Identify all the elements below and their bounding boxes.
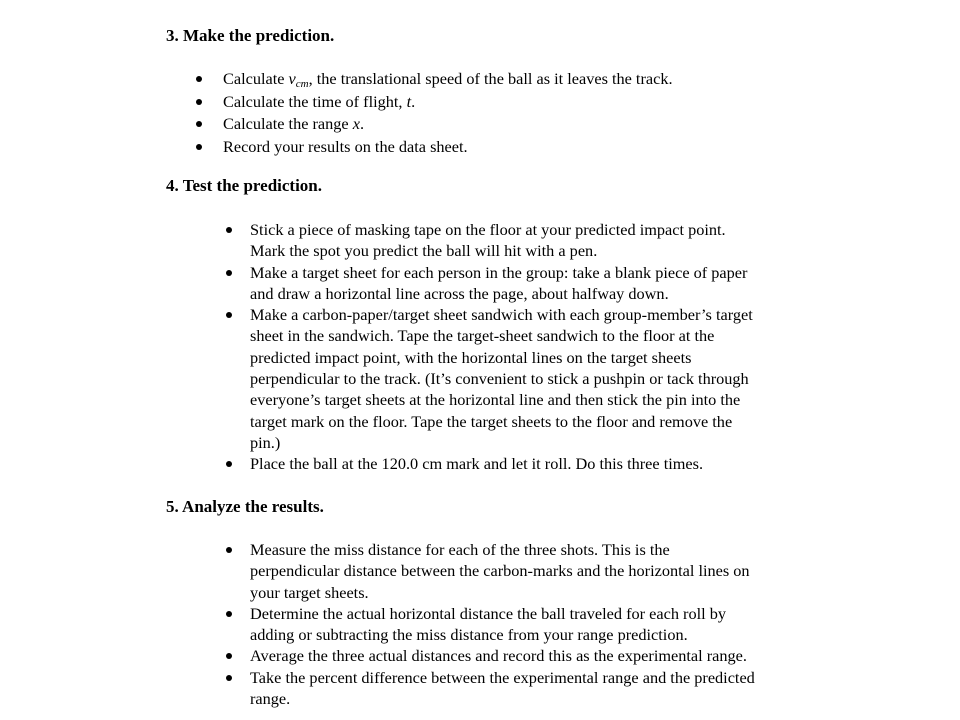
list-item: Make a target sheet for each person in the group: take a blank piece of paper and draw a horizontal line across the page, about halfway down.	[250, 262, 753, 305]
section-4-heading: 4. Test the prediction.	[166, 176, 323, 195]
bullet-icon	[226, 312, 232, 318]
bullet-icon	[226, 675, 232, 681]
bullet-icon	[196, 121, 202, 127]
section-3-heading: 3. Make the prediction.	[166, 26, 335, 45]
bullet-icon	[226, 461, 232, 467]
bullet-icon	[196, 99, 202, 105]
bullet-icon	[226, 547, 232, 553]
list-item: Measure the miss distance for each of the three shots. This is the perpendicular distance between the carbon-marks and the horizontal lines on your target sheets.	[250, 539, 755, 603]
bullet-icon	[226, 611, 232, 617]
list-item: Calculate $v_{cm}$, the translational speed of the ball as it leaves the track.	[223, 68, 673, 91]
bullet-icon	[226, 227, 232, 233]
list-item: Calculate the range x.	[223, 113, 673, 136]
list-item: Take the percent difference between the experimental range and the predicted range.	[250, 667, 755, 710]
list-item: Stick a piece of masking tape on the floor at your predicted impact point. Mark the spot you predict the ball will hit with a pen.	[250, 219, 753, 262]
list-item: Make a carbon-paper/target sheet sandwich with each group-member’s target sheet in the sandwich. Tape the target-sheet sandwich to the floor at the predicted impact point, with the horizontal lines on the target sheets perpendicular to the track. (It’s convenient to stick a pushpin or tack through everyone’s target sheets at the horizontal line and then stick the pin into the target mark on the floor. Tape the target sheets to the floor and remove the pin.)	[250, 304, 753, 453]
list-item: Determine the actual horizontal distance the ball traveled for each roll by adding or subtracting the miss distance from your range prediction.	[250, 603, 755, 646]
list-item: Calculate the time of flight, t.	[223, 91, 673, 114]
list-item: Place the ball at the 120.0 cm mark and let it roll. Do this three times.	[250, 453, 753, 474]
section-5-heading: 5. Analyze the results.	[166, 497, 324, 516]
section-5-list	[250, 539, 755, 709]
list-item: Record your results on the data sheet.	[223, 136, 673, 159]
bullet-icon	[226, 270, 232, 276]
bullet-icon	[196, 144, 202, 150]
section-3-list	[223, 68, 673, 158]
section-4-list	[250, 219, 753, 475]
list-item: Average the three actual distances and record this as the experimental range.	[250, 645, 755, 666]
bullet-icon	[226, 653, 232, 659]
bullet-icon	[196, 76, 202, 82]
